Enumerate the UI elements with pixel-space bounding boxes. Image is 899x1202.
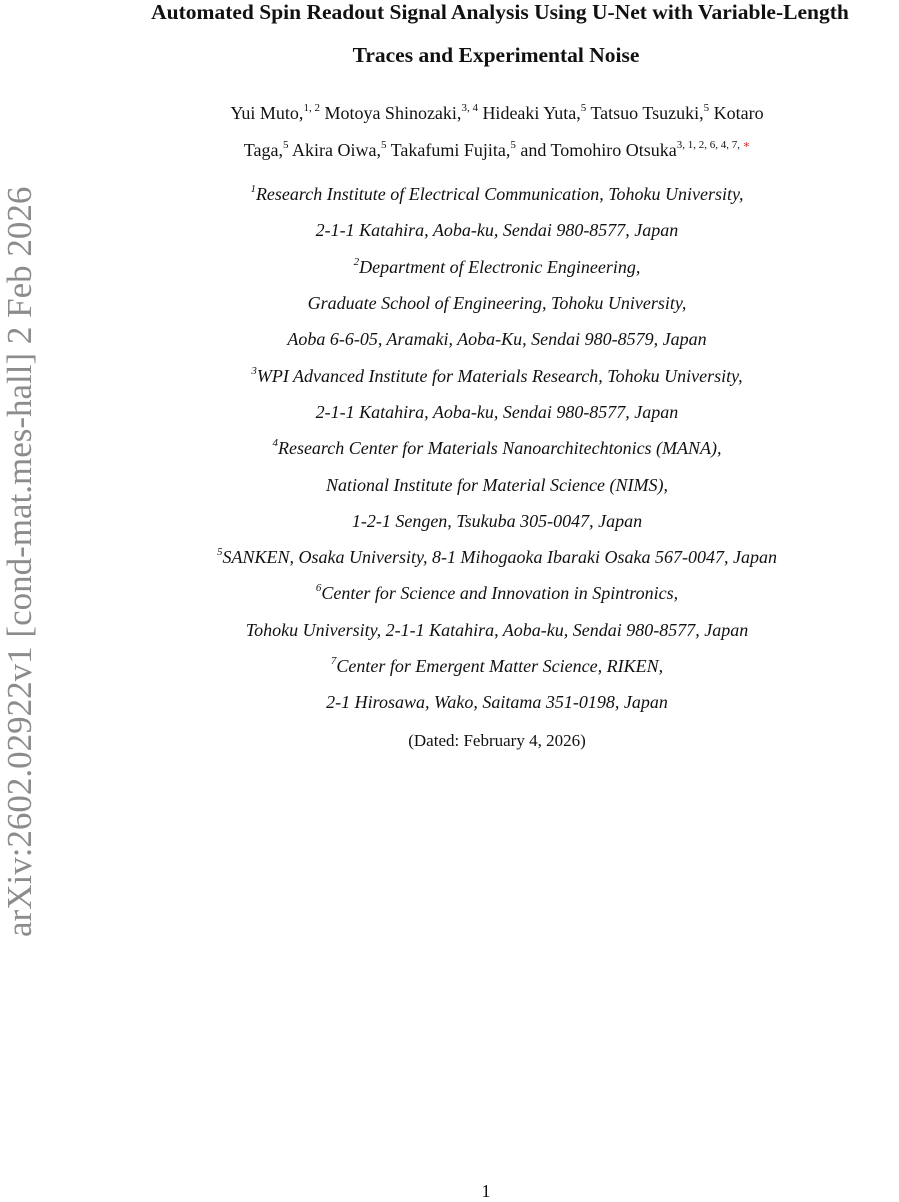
author-affiliation-sup: 5	[703, 102, 710, 114]
affiliation-number: 7	[330, 655, 337, 667]
author-affiliation-sup: 5	[580, 102, 587, 114]
affiliation-3-line-2: 2-1-1 Katahira, Aoba-ku, Sendai 980-8577, Japan	[315, 402, 679, 422]
author-affiliation-sup: 5	[282, 139, 289, 151]
affiliation-number: 1	[250, 183, 256, 195]
paper-title-line-2: Traces and Experimental Noise	[352, 43, 640, 67]
author-affiliation-sup: 3, 1, 2, 6, 4, 7, ∗	[676, 139, 751, 151]
author-name: Tatsuo Tsuzuki,	[590, 103, 704, 123]
affiliation-4-line-2: National Institute for Material Science (NIMS),	[326, 475, 668, 495]
affiliation-4-line-1: $^4$Research Center for Materials Nanoarchitechtonics (MANA),	[272, 437, 722, 458]
affiliation-number: 4	[272, 437, 278, 449]
author-line-2	[60, 140, 899, 161]
affiliation-1-line-2: 2-1-1 Katahira, Aoba-ku, Sendai 980-8577, Japan	[315, 220, 679, 240]
affiliation-number: 5	[217, 546, 223, 558]
author-name: Akira Oiwa,	[291, 140, 381, 160]
affiliation-4-line-3: 1-2-1 Sengen, Tsukuba 305-0047, Japan	[351, 511, 643, 531]
affiliation-number: 6	[315, 582, 322, 594]
affiliation-7-line-2: 2-1 Hirosawa, Wako, Saitama 351-0198, Japan	[326, 692, 668, 712]
author-name: and Tomohiro Otsuka	[520, 140, 677, 160]
author-affiliation-sup: 5	[510, 139, 516, 151]
corresponding-author-mark[interactable]: ∗	[742, 139, 751, 151]
affiliation-2-line-3: Aoba 6-6-05, Aramaki, Aoba-Ku, Sendai 980-8579, Japan	[287, 329, 707, 349]
arxiv-side-stamp: arXiv:2602.02922v1 [cond-mat.mes-hall] 2 Feb 2026	[0, 186, 39, 937]
author-name: Takafumi Fujita,	[390, 140, 511, 160]
affiliation-7-line-1: $^7$Center for Emergent Matter Science, RIKEN,	[330, 655, 664, 676]
author-name-part: Kotaro	[713, 103, 764, 123]
affiliation-number: 2	[353, 256, 360, 268]
affiliation-5-line-1: $^5$SANKEN, Osaka University, 8-1 Mihogaoka Ibaraki Osaka 567-0047, Japan	[217, 546, 777, 567]
affiliation-6-line-2: Tohoku University, 2-1-1 Katahira, Aoba-ku, Sendai 980-8577, Japan	[245, 620, 749, 640]
dated-line: (Dated: February 4, 2026)	[408, 731, 586, 750]
author-name: Motoya Shinozaki,	[324, 103, 462, 123]
affiliation-number: 3	[251, 365, 257, 377]
author-name: Yui Muto,	[230, 103, 304, 123]
author-name-part: Taga,	[243, 140, 283, 160]
author-affiliation-sup: 3, 4	[461, 102, 478, 114]
author-name: Hideaki Yuta,	[482, 103, 581, 123]
author-affiliation-sup: 1, 2	[303, 102, 320, 114]
page-number: 1	[481, 1181, 491, 1201]
author-line-1	[60, 103, 899, 124]
affiliation-2-line-2: Graduate School of Engineering, Tohoku University,	[307, 293, 687, 313]
affiliation-3-line-1: $^3$WPI Advanced Institute for Materials Research, Tohoku University,	[251, 365, 743, 386]
affiliation-6-line-1: $^6$Center for Science and Innovation in Spintronics,	[315, 582, 679, 603]
author-affiliation-sup: 5	[380, 139, 387, 151]
affiliation-1-line-1: $^1$Research Institute of Electrical Communication, Tohoku University,	[250, 183, 744, 204]
affiliation-2-line-1: $^2$Department of Electronic Engineering,	[353, 256, 641, 277]
paper-title-line-1: Automated Spin Readout Signal Analysis Using U-Net with Variable-Length	[151, 0, 849, 24]
